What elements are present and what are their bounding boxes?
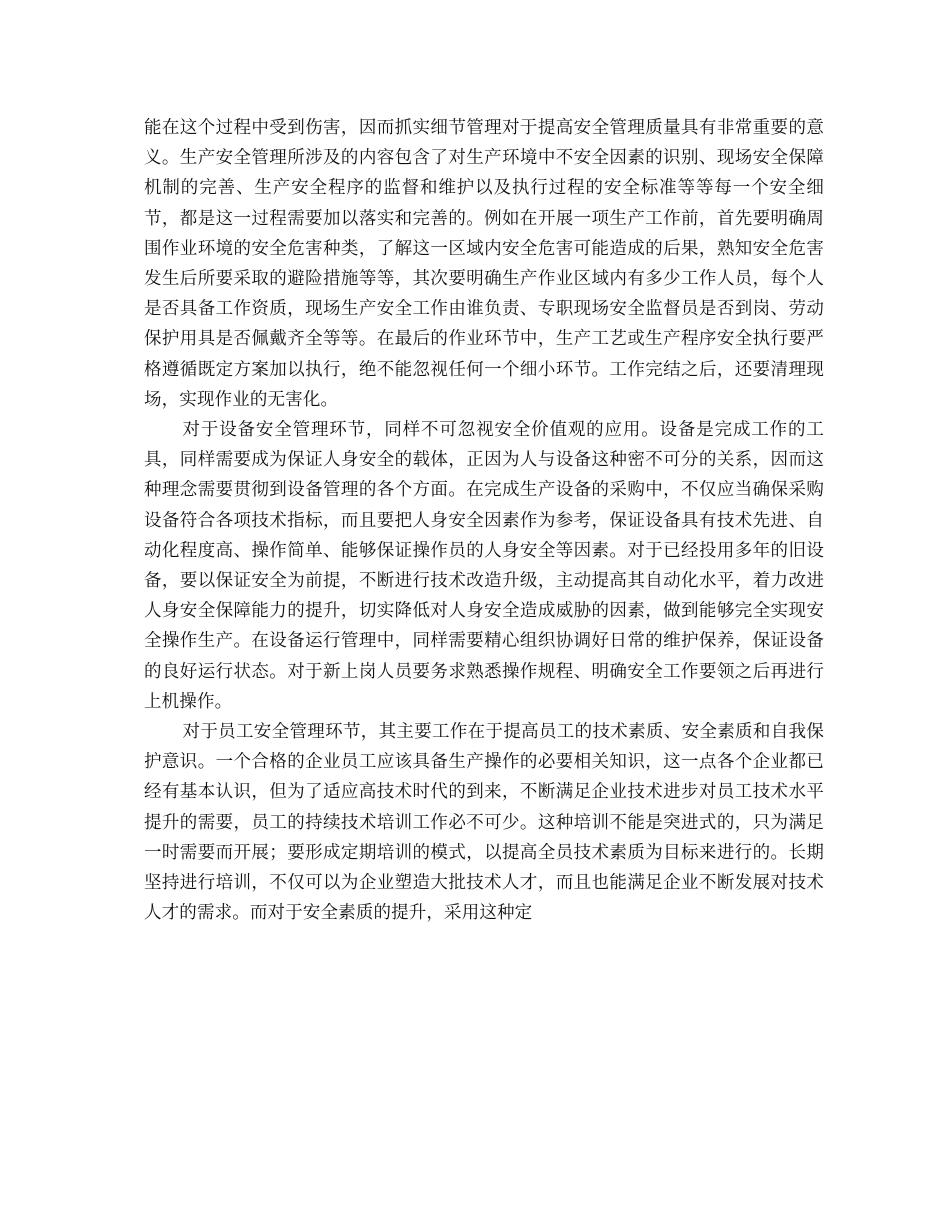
document-page [144, 113, 824, 928]
paragraph-equipment-safety: 对于设备安全管理环节，同样不可忽视安全价值观的应用。设备是完成工作的工具，同样需要成为保证人身安全的载体，正因为人与设备这种密不可分的关系，因而这种理念需要贯彻到设备管理的各个方面。在完成生产设备的采购中，不仅应当确保采购设备符合各项技术指标，而且要把人身安全因素作为参考，保证设备具有技术先进、自动化程度高、操作简单、能够保证操作员的人身安全等因素。对于已经投用多年的旧设备，要以保证安全为前提，不断进行技术改造升级，主动提高其自动化水平，着力改进人身安全保障能力的提升，切实降低对人身安全造成威胁的因素，做到能够完全实现安全操作生产。在设备运行管理中，同样需要精心组织协调好日常的维护保养，保证设备的良好运行状态。对于新上岗人员要务求熟悉操作规程、明确安全工作要领之后再进行上机操作。 [144, 420, 824, 712]
paragraph-employee-safety: 对于员工安全管理环节，其主要工作在于提高员工的技术素质、安全素质和自我保护意识。一个合格的企业员工应该具备生产操作的必要相关知识，这一点各个企业都已经有基本认识，但为了适应高技术时代的到来，不断满足企业技术进步对员工技术水平提升的需要，员工的持续技术培训工作必不可少。这种培训不能是突进式的，只为满足一时需要而开展；要形成定期培训的模式，以提高全员技术素质为目标来进行的。长期坚持进行培训，不仅可以为企业塑造大批技术人才，而且也能满足企业不断发展对技术人才的需求。而对于安全素质的提升，采用这种定 [144, 722, 824, 924]
paragraph-continuation: 能在这个过程中受到伤害，因而抓实细节管理对于提高安全管理质量具有非常重要的意义。生产安全管理所涉及的内容包含了对生产环境中不安全因素的识别、现场安全保障机制的完善、生产安全程序的监督和维护以及执行过程的安全标准等等每一个安全细节，都是这一过程需要加以落实和完善的。例如在开展一项生产工作前，首先要明确周围作业环境的安全危害种类，了解这一区域内安全危害可能造成的后果，熟知安全危害发生后所要采取的避险措施等等，其次要明确生产作业区域内有多少工作人员，每个人是否具备工作资质，现场生产安全工作由谁负责、专职现场安全监督员是否到岗、劳动保护用具是否佩戴齐全等等。在最后的作业环节中，生产工艺或生产程序安全执行要严格遵循既定方案加以执行，绝不能忽视任何一个细小环节。工作完结之后，还要清理现场，实现作业的无害化。 [144, 118, 824, 410]
